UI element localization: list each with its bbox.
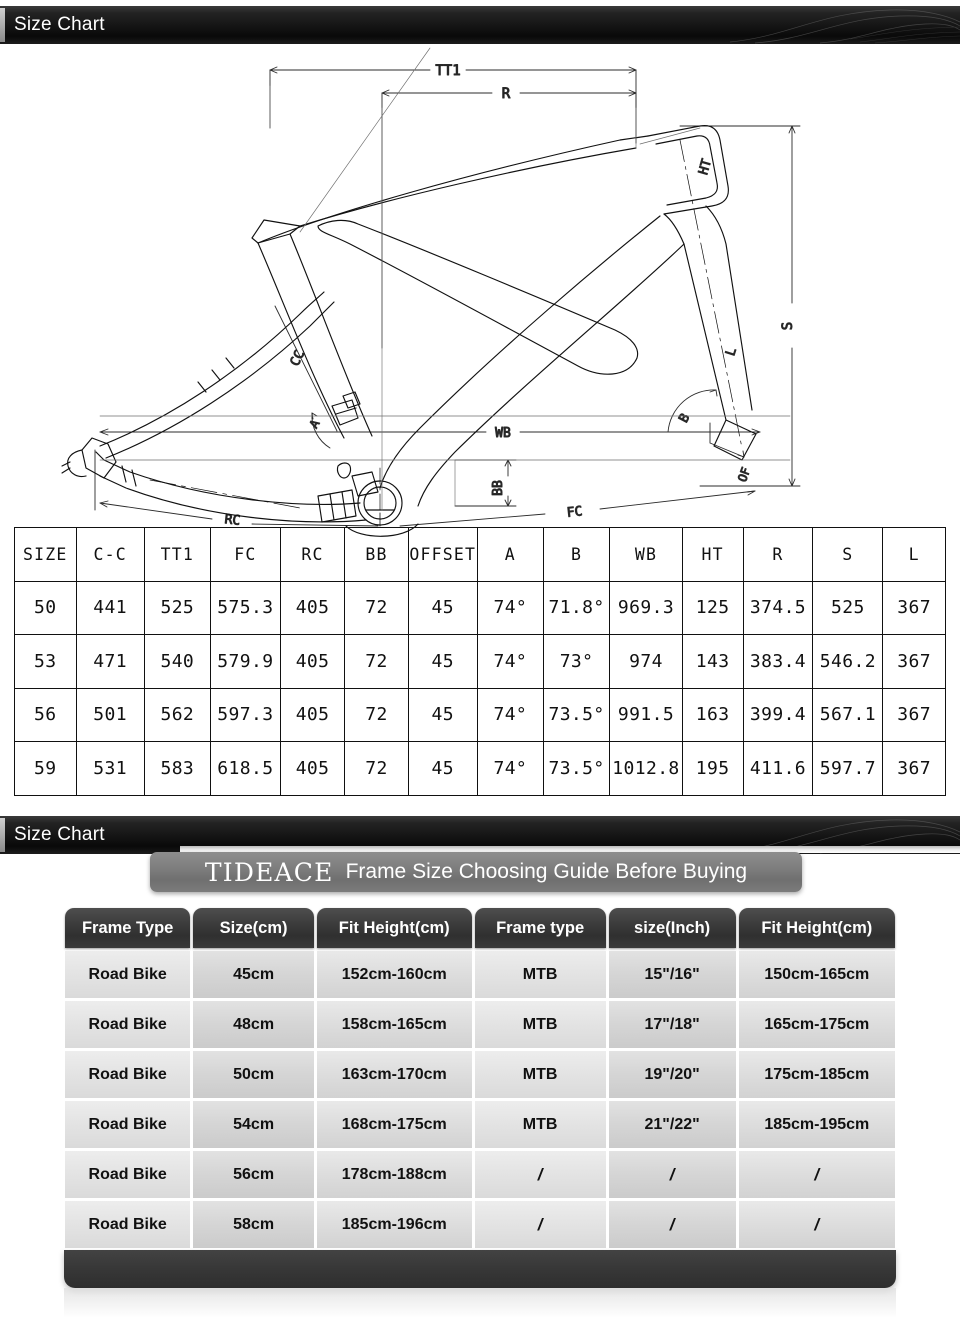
- fit-header-size-cm: Size(cm): [193, 908, 314, 948]
- fit-cell-size-inch: /: [609, 1151, 736, 1198]
- fit-cell-size: 48cm: [193, 1001, 314, 1048]
- spec-cell: 45: [408, 742, 477, 796]
- header-swirl-decoration: [700, 6, 960, 44]
- spec-cell: 525: [813, 581, 883, 635]
- header-accent-stripe: [0, 8, 5, 42]
- dimension-wb: [100, 429, 760, 435]
- spec-table-header-row: [15, 528, 946, 582]
- spec-header-size: SIZE: [15, 528, 77, 582]
- spec-header-s: S: [813, 528, 883, 582]
- spec-cell: 56: [15, 688, 77, 742]
- table-footer-bar: [64, 1250, 896, 1288]
- spec-header-wb: WB: [610, 528, 683, 582]
- spec-cell: 374.5: [743, 581, 813, 635]
- fit-cell-size-inch: 21"/22": [609, 1101, 736, 1148]
- spec-cell: 45: [408, 635, 477, 689]
- fit-table-header-row: [65, 908, 895, 948]
- spec-cell: 567.1: [813, 688, 883, 742]
- spec-header-a: A: [477, 528, 543, 582]
- fit-cell-size: 56cm: [193, 1151, 314, 1198]
- spec-header-l: L: [883, 528, 946, 582]
- spec-header-cc: C-C: [76, 528, 144, 582]
- spec-cell: 540: [144, 635, 210, 689]
- spec-header-rc: RC: [280, 528, 344, 582]
- spec-cell: 405: [280, 635, 344, 689]
- fit-cell-frame-type-mtb: MTB: [475, 951, 606, 998]
- spec-cell: 597.7: [813, 742, 883, 796]
- spec-cell: 383.4: [743, 635, 813, 689]
- spec-cell: 74°: [477, 688, 543, 742]
- table-row: [65, 1051, 895, 1098]
- table-row: [65, 1001, 895, 1048]
- spec-cell: 531: [76, 742, 144, 796]
- spec-cell: 618.5: [210, 742, 280, 796]
- diagram-label-b: B: [676, 411, 694, 426]
- diagram-label-of: OF: [735, 465, 754, 484]
- fit-cell-fit-height-mtb: 185cm-195cm: [739, 1101, 895, 1148]
- spec-header-bb: BB: [345, 528, 409, 582]
- spec-cell: 969.3: [610, 581, 683, 635]
- section-title-bottom: Size Chart: [14, 824, 105, 845]
- fit-cell-size-inch: 17"/18": [609, 1001, 736, 1048]
- spec-cell: 441: [76, 581, 144, 635]
- frame-size-guide-table: [62, 905, 898, 1251]
- spec-cell: 163: [682, 688, 743, 742]
- fit-cell-frame-type: Road Bike: [65, 1101, 190, 1148]
- table-row: [65, 1151, 895, 1198]
- fit-cell-fit-height: 158cm-165cm: [317, 1001, 472, 1048]
- spec-cell: 45: [408, 688, 477, 742]
- fit-cell-size-inch: /: [609, 1201, 736, 1248]
- dimension-r: [382, 90, 636, 348]
- diagram-label-ht: HT: [696, 157, 716, 177]
- spec-cell: 73.5°: [543, 742, 609, 796]
- fit-cell-frame-type-mtb: /: [475, 1151, 606, 1198]
- fit-cell-size: 54cm: [193, 1101, 314, 1148]
- guide-banner-text: Frame Size Choosing Guide Before Buying: [345, 860, 748, 883]
- diagram-label-bb: BB: [491, 480, 506, 496]
- spec-cell: 525: [144, 581, 210, 635]
- spec-cell: 125: [682, 581, 743, 635]
- spec-cell: 367: [883, 742, 946, 796]
- spec-cell: 367: [883, 581, 946, 635]
- spec-header-b: B: [543, 528, 609, 582]
- spec-cell: 1012.8: [610, 742, 683, 796]
- frame-geometry-table: [14, 527, 946, 796]
- spec-cell: 405: [280, 581, 344, 635]
- spec-header-r: R: [743, 528, 813, 582]
- spec-cell: 562: [144, 688, 210, 742]
- spec-cell: 405: [280, 742, 344, 796]
- spec-cell: 72: [345, 742, 409, 796]
- dimension-cc: [275, 306, 337, 431]
- section-title-top: Size Chart: [14, 14, 105, 35]
- fit-cell-fit-height: 152cm-160cm: [317, 951, 472, 998]
- table-row: [15, 581, 946, 635]
- bike-frame-geometry-drawing: [0, 48, 960, 529]
- fit-cell-fit-height-mtb: 165cm-175cm: [739, 1001, 895, 1048]
- spec-cell: 583: [144, 742, 210, 796]
- diagram-label-rc: RC: [223, 512, 241, 529]
- dimension-bb: [455, 460, 516, 506]
- table-footer-reflection: [64, 1288, 896, 1318]
- fit-cell-fit-height: 168cm-175cm: [317, 1101, 472, 1148]
- spec-cell: 195: [682, 742, 743, 796]
- diagram-label-tt1: TT1: [435, 63, 461, 79]
- spec-cell: 367: [883, 635, 946, 689]
- diagram-label-a: A: [306, 417, 323, 431]
- spec-table-container: [14, 527, 946, 795]
- fit-cell-frame-type-mtb: MTB: [475, 1101, 606, 1148]
- diagram-label-l: L: [723, 345, 741, 358]
- spec-cell: 367: [883, 688, 946, 742]
- fit-cell-fit-height: 163cm-170cm: [317, 1051, 472, 1098]
- spec-cell: 59: [15, 742, 77, 796]
- fit-cell-size-inch: 19"/20": [609, 1051, 736, 1098]
- diagram-label-r: R: [501, 86, 511, 102]
- fit-cell-fit-height-mtb: 175cm-185cm: [739, 1051, 895, 1098]
- fit-cell-fit-height-mtb: 150cm-165cm: [739, 951, 895, 998]
- diagram-label-wb: WB: [495, 426, 511, 441]
- spec-cell: 71.8°: [543, 581, 609, 635]
- fit-table-container: [62, 905, 898, 1251]
- fit-cell-size-inch: 15"/16": [609, 951, 736, 998]
- diagram-label-s: S: [780, 321, 796, 331]
- spec-cell: 73°: [543, 635, 609, 689]
- table-row: [15, 635, 946, 689]
- fit-header-frame-type-mtb: Frame type: [475, 908, 606, 948]
- spec-cell: 74°: [477, 742, 543, 796]
- spec-cell: 501: [76, 688, 144, 742]
- spec-cell: 74°: [477, 635, 543, 689]
- fit-cell-size: 50cm: [193, 1051, 314, 1098]
- table-row: [65, 1201, 895, 1248]
- construction-lines: [100, 48, 790, 510]
- fit-cell-frame-type: Road Bike: [65, 951, 190, 998]
- fit-header-fit-height-road: Fit Height(cm): [317, 908, 472, 948]
- spec-cell: 575.3: [210, 581, 280, 635]
- fit-cell-frame-type-mtb: MTB: [475, 1051, 606, 1098]
- table-row: [15, 742, 946, 796]
- fit-cell-fit-height: 185cm-196cm: [317, 1201, 472, 1248]
- diagram-label-cc: CC: [287, 348, 309, 369]
- brand-name: TIDEACE: [204, 857, 334, 887]
- fit-cell-frame-type-mtb: MTB: [475, 1001, 606, 1048]
- fit-cell-frame-type: Road Bike: [65, 1001, 190, 1048]
- spec-cell: 411.6: [743, 742, 813, 796]
- angle-a-arc: [312, 413, 330, 448]
- fit-header-size-inch: size(Inch): [609, 908, 736, 948]
- spec-cell: 74°: [477, 581, 543, 635]
- spec-cell: 471: [76, 635, 144, 689]
- spec-header-offset: OFFSET: [408, 528, 477, 582]
- spec-header-ht: HT: [682, 528, 743, 582]
- fit-header-fit-height-mtb: Fit Height(cm): [739, 908, 895, 948]
- spec-cell: 72: [345, 635, 409, 689]
- spec-cell: 405: [280, 688, 344, 742]
- spec-cell: 579.9: [210, 635, 280, 689]
- table-row: [65, 951, 895, 998]
- fit-cell-frame-type: Road Bike: [65, 1151, 190, 1198]
- spec-cell: 597.3: [210, 688, 280, 742]
- guide-banner: [150, 852, 802, 892]
- spec-cell: 546.2: [813, 635, 883, 689]
- fit-cell-size: 45cm: [193, 951, 314, 998]
- spec-header-tt1: TT1: [144, 528, 210, 582]
- header-accent-stripe: [0, 818, 5, 852]
- spec-cell: 50: [15, 581, 77, 635]
- fit-cell-frame-type: Road Bike: [65, 1051, 190, 1098]
- spec-cell: 399.4: [743, 688, 813, 742]
- spec-cell: 991.5: [610, 688, 683, 742]
- frame-outline: [62, 126, 756, 537]
- table-row: [65, 1101, 895, 1148]
- fit-cell-size: 58cm: [193, 1201, 314, 1248]
- spec-cell: 72: [345, 581, 409, 635]
- fit-cell-frame-type: Road Bike: [65, 1201, 190, 1248]
- diagram-label-fc: FC: [566, 504, 584, 521]
- fit-cell-fit-height-mtb: /: [739, 1151, 895, 1198]
- spec-cell: 143: [682, 635, 743, 689]
- fit-cell-frame-type-mtb: /: [475, 1201, 606, 1248]
- spec-cell: 53: [15, 635, 77, 689]
- section-header-bar-top: [0, 6, 960, 44]
- fit-cell-fit-height-mtb: /: [739, 1201, 895, 1248]
- spec-cell: 72: [345, 688, 409, 742]
- fit-header-frame-type-road: Frame Type: [65, 908, 190, 948]
- spec-cell: 73.5°: [543, 688, 609, 742]
- table-row: [15, 688, 946, 742]
- spec-header-fc: FC: [210, 528, 280, 582]
- spec-cell: 974: [610, 635, 683, 689]
- spec-cell: 45: [408, 581, 477, 635]
- fit-cell-fit-height: 178cm-188cm: [317, 1151, 472, 1198]
